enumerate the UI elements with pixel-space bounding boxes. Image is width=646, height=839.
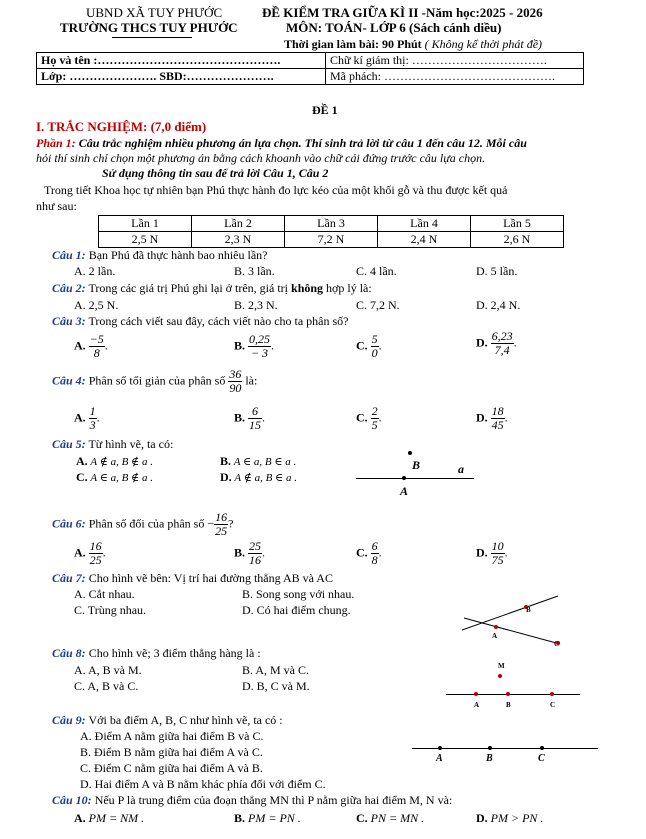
option-letter: C.: [356, 338, 368, 353]
question-text: Trong cách viết sau đây, cách viết nào cho ta phân số?: [85, 314, 349, 328]
minus-sign: −: [207, 516, 215, 531]
exam-version: ĐỀ 1: [312, 103, 338, 117]
question-text: Bạn Phú đã thực hành bao nhiêu lần?: [85, 248, 268, 262]
question-text-tail: hợp lý là:: [323, 281, 372, 295]
option-letter: D.: [476, 545, 488, 560]
q9-option-d[interactable]: D. Hai điểm A và B nằm khác phía đối với điểm C.: [80, 777, 326, 791]
question-label: Câu 5:: [52, 437, 86, 451]
option-letter: D.: [476, 335, 488, 350]
q6-option-d[interactable]: D. $\frac{10}{75}$ .: [476, 539, 508, 567]
option-letter: B.: [234, 338, 246, 353]
q5-option-d[interactable]: [220, 470, 297, 485]
q3-option-d[interactable]: D. $\frac{6,23}{7,4}$ .: [476, 329, 517, 357]
table-header: Lần 2: [192, 216, 285, 232]
point-m-label: M: [498, 662, 505, 670]
question-1: [52, 248, 267, 262]
question-text: Từ hình vẽ, ta có:: [85, 437, 174, 451]
table-cell: 2,3 N: [192, 232, 285, 248]
option-letter: C.: [76, 470, 88, 484]
q7-option-d[interactable]: D. Có hai điểm chung.: [242, 603, 351, 617]
question-text-tail: ?: [228, 516, 234, 531]
question-7: [52, 571, 333, 585]
fraction: $\frac{5}{0}$: [371, 332, 378, 360]
question-emphasis: không: [291, 281, 324, 295]
question-text: Nếu P là trung điểm của đoạn thẳng MN thì P nằm giữa hai điểm M, N và:: [91, 793, 453, 807]
option-letter: C.: [356, 410, 368, 425]
table-header: Lần 3: [285, 216, 378, 232]
option-letter: A.: [74, 410, 86, 425]
point-c: [550, 692, 554, 696]
measurement-table: [98, 215, 564, 248]
table-cell: 2,4 N: [378, 232, 471, 248]
school-name: TRƯỜNG THCS TUY PHƯỚC: [60, 20, 238, 35]
q3-option-a[interactable]: A. $\frac{-5}{8}$ .: [74, 332, 108, 360]
context-text-2: như sau:: [36, 199, 77, 213]
question-text-tail: là:: [245, 373, 258, 388]
point-c-label: C: [550, 701, 556, 709]
q2-option-c[interactable]: C. 7,2 N.: [356, 298, 400, 312]
q3-option-b[interactable]: B. $\frac{0,25}{- 3}$ .: [234, 332, 275, 360]
examiner-signature-field: Chữ kí giám thị: …………………………….: [326, 53, 584, 69]
fraction: $\frac{6}{15}$: [249, 404, 262, 432]
option-letter: B.: [234, 410, 246, 425]
point-b-label: B: [526, 606, 531, 614]
point-a-label: A: [474, 701, 480, 709]
student-class-field: Lớp: …………………. SBD:………………….: [37, 69, 326, 85]
question-text: Phân số đối của phân số: [85, 516, 205, 531]
question-4: [52, 368, 257, 395]
collinear-line: [446, 694, 580, 695]
exam-title: ĐỀ KIỂM TRA GIỮA KÌ II -Năm học:2025 - 2026: [262, 5, 543, 20]
option-text: PM = NM .: [88, 811, 145, 825]
table-header: Lần 1: [99, 216, 192, 232]
option-text: PN = MN .: [370, 811, 425, 825]
table-cell: 2,6 N: [471, 232, 564, 248]
q4-option-a[interactable]: A. $\frac{1}{3}$ .: [74, 404, 100, 432]
q7-option-c[interactable]: C. Trùng nhau.: [74, 603, 147, 617]
question-text: Với ba điểm A, B, C như hình vẽ, ta có :: [85, 713, 283, 727]
point-b-label: B: [506, 701, 511, 709]
intersecting-lines-figure: [462, 592, 562, 652]
question-10: [52, 793, 452, 807]
question-6: [52, 511, 233, 538]
point-a-label: A: [492, 632, 498, 640]
student-info-table: [36, 52, 584, 85]
q3-option-c[interactable]: C. $\frac{5}{0}$ .: [356, 332, 382, 360]
option-letter: C.: [356, 811, 368, 825]
option-letter: D.: [476, 811, 488, 825]
fraction: $\frac{10}{75}$: [491, 539, 504, 567]
question-8: [52, 646, 261, 660]
exam-subject: MÔN: TOÁN- LỚP 6 (Sách cánh diều): [286, 20, 502, 35]
fraction: $\frac{1}{3}$: [89, 404, 96, 432]
part-instruction: [36, 136, 527, 150]
line-a: [356, 478, 474, 479]
q10-option-b[interactable]: [234, 811, 301, 825]
q4-option-d[interactable]: D. $\frac{18}{45}$ .: [476, 404, 508, 432]
fraction: $\frac{16}{25}$: [89, 539, 102, 567]
fraction: $\frac{0,25}{- 3}$: [249, 332, 271, 360]
q4-option-c[interactable]: C. $\frac{2}{5}$ .: [356, 404, 382, 432]
question-label: Câu 6:: [52, 516, 86, 531]
question-5: [52, 437, 173, 451]
table-cell: 2,5 N: [99, 232, 192, 248]
exam-time-label: Thời gian làm bài: 90 Phút: [284, 37, 422, 51]
line-a-label: a: [458, 462, 464, 476]
shared-info-note: Sử dụng thông tin sau để trả lời Câu 1, Câu 2: [102, 166, 329, 180]
question-label: Câu 1:: [52, 248, 86, 262]
q10-option-a[interactable]: [74, 811, 144, 825]
fraction: $\frac{6,23}{7,4}$: [491, 329, 513, 357]
table-header: Lần 4: [378, 216, 471, 232]
q8-option-a[interactable]: A. A, B và M.: [74, 663, 142, 677]
q9-option-b[interactable]: B. Điểm B nằm giữa hai điểm A và C.: [80, 745, 263, 759]
q9-option-c[interactable]: C. Điểm C nằm giữa hai điểm A và B.: [80, 761, 263, 775]
option-letter: B.: [234, 545, 246, 560]
q8-option-b[interactable]: B. A, M và C.: [242, 663, 310, 677]
option-letter: D.: [476, 410, 488, 425]
option-text: A ∈ a, B ∉ a .: [90, 472, 153, 484]
point-b-label: B: [486, 753, 493, 764]
point-b-label: B: [412, 458, 421, 472]
q6-option-c[interactable]: C. $\frac{6}{8}$ .: [356, 539, 382, 567]
q5-option-b[interactable]: [220, 454, 296, 469]
section-title: I. TRẮC NGHIỆM: (7,0 điểm): [36, 119, 207, 134]
q7-option-a[interactable]: A. Cắt nhau.: [74, 587, 135, 601]
question-label: Câu 9:: [52, 713, 86, 727]
point-a-label: A: [400, 484, 409, 498]
option-letter: C.: [356, 545, 368, 560]
question-text: Trong các giá trị Phú ghi lại ở trên, giá trị: [85, 281, 292, 295]
q1-option-a[interactable]: A. 2 lần.: [74, 264, 116, 278]
option-letter: A.: [74, 545, 86, 560]
question-text: Cho hình vẽ bên: Vị trí hai đường thẳng AB và AC: [85, 571, 333, 585]
point-a: [474, 692, 478, 696]
question-label: Câu 7:: [52, 571, 86, 585]
point-b: [408, 451, 412, 455]
question-9: [52, 713, 283, 727]
option-text: A ∈ a, B ∈ a .: [233, 456, 297, 468]
exam-code-field: Mã phách: …………………………………….: [326, 69, 584, 85]
question-text: Cho hình vẽ; 3 điểm thẳng hàng là :: [85, 646, 261, 660]
option-text: A ∉ a, B ∉ a .: [90, 456, 153, 468]
q6-option-a[interactable]: A. $\frac{16}{25}$ .: [74, 539, 106, 567]
q10-option-d[interactable]: [476, 811, 543, 825]
option-letter: A.: [74, 338, 86, 353]
q4-option-b[interactable]: B. $\frac{6}{15}$ .: [234, 404, 266, 432]
question-label: Câu 2:: [52, 281, 86, 295]
option-text: PM > PN .: [490, 811, 544, 825]
option-letter: D.: [220, 470, 232, 484]
option-letter: A.: [74, 811, 86, 825]
option-letter: B.: [234, 811, 246, 825]
question-label: Câu 10:: [52, 793, 92, 807]
q5-option-c[interactable]: [76, 470, 153, 485]
fraction: $\frac{6}{8}$: [371, 539, 378, 567]
fraction: $\frac{-5}{8}$: [89, 332, 104, 360]
fraction: $\frac{25}{16}$: [249, 539, 262, 567]
q1-option-b[interactable]: B. 3 lần.: [234, 264, 275, 278]
option-text: A ∉ a, B ∈ a .: [234, 472, 297, 484]
part-instruction-2: hỏi thí sinh chỉ chọn một phương án bằng cách khoanh vào chữ cái đứng trước câu lựa chọn.: [36, 151, 486, 165]
part-text: Câu trắc nghiệm nhiều phương án lựa chọn. Thí sinh trả lời từ câu 1 đến câu 12. Mỗi câu: [75, 136, 527, 150]
point-c: [540, 746, 544, 750]
q5-option-a[interactable]: [76, 454, 153, 469]
q7-option-b[interactable]: B. Song song với nhau.: [242, 587, 355, 601]
fraction: $\frac{36}{90}$: [229, 367, 242, 395]
q8-option-c[interactable]: C. A, B và C.: [74, 679, 139, 693]
question-label: Câu 3:: [52, 314, 86, 328]
table-header: Lần 5: [471, 216, 564, 232]
exam-time-note: ( Không kể thời phát đề): [424, 37, 543, 51]
q1-option-d[interactable]: D. 5 lần.: [476, 264, 518, 278]
part-label: Phần 1:: [36, 136, 76, 150]
point-c-label: C: [554, 640, 560, 648]
student-name-field: Họ và tên :……………………………………….: [37, 53, 326, 69]
q2-option-a[interactable]: A. 2,5 N.: [74, 298, 119, 312]
table-cell: 7,2 N: [285, 232, 378, 248]
point-a: [402, 476, 406, 480]
q6-option-b[interactable]: B. $\frac{25}{16}$ .: [234, 539, 266, 567]
fraction: $\frac{2}{5}$: [371, 404, 378, 432]
q2-option-b[interactable]: B. 2,3 N.: [234, 298, 278, 312]
point-m: [498, 674, 502, 678]
question-label: Câu 8:: [52, 646, 86, 660]
q8-option-d[interactable]: D. B, C và M.: [242, 679, 310, 693]
q1-option-c[interactable]: C. 4 lần.: [356, 264, 397, 278]
context-text: Trong tiết Khoa học tự nhiên bạn Phú thực hành đo lực kéo của một khối gỗ và thu được kết quả: [44, 183, 508, 197]
point-b: [506, 692, 510, 696]
question-2: [52, 281, 372, 295]
fraction: $\frac{16}{25}$: [215, 510, 228, 538]
question-text: Phân số tối giản của phân số: [85, 373, 226, 388]
school-org: UBND XÃ TUY PHƯỚC: [86, 5, 223, 20]
option-letter: A.: [76, 454, 88, 468]
question-3: [52, 314, 349, 328]
option-text: PM = PN .: [248, 811, 301, 825]
exam-time: [284, 37, 542, 51]
q9-option-a[interactable]: A. Điểm A nằm giữa hai điểm B và C.: [80, 729, 264, 743]
option-letter: B.: [220, 454, 232, 468]
q2-option-d[interactable]: D. 2,4 N.: [476, 298, 521, 312]
question-label: Câu 4:: [52, 373, 86, 388]
q10-option-c[interactable]: [356, 811, 424, 825]
fraction: $\frac{18}{45}$: [491, 404, 504, 432]
point-c-label: C: [538, 753, 545, 764]
point-b: [488, 746, 492, 750]
school-underline: [112, 37, 192, 38]
point-a-label: A: [436, 753, 443, 764]
point-a: [438, 746, 442, 750]
